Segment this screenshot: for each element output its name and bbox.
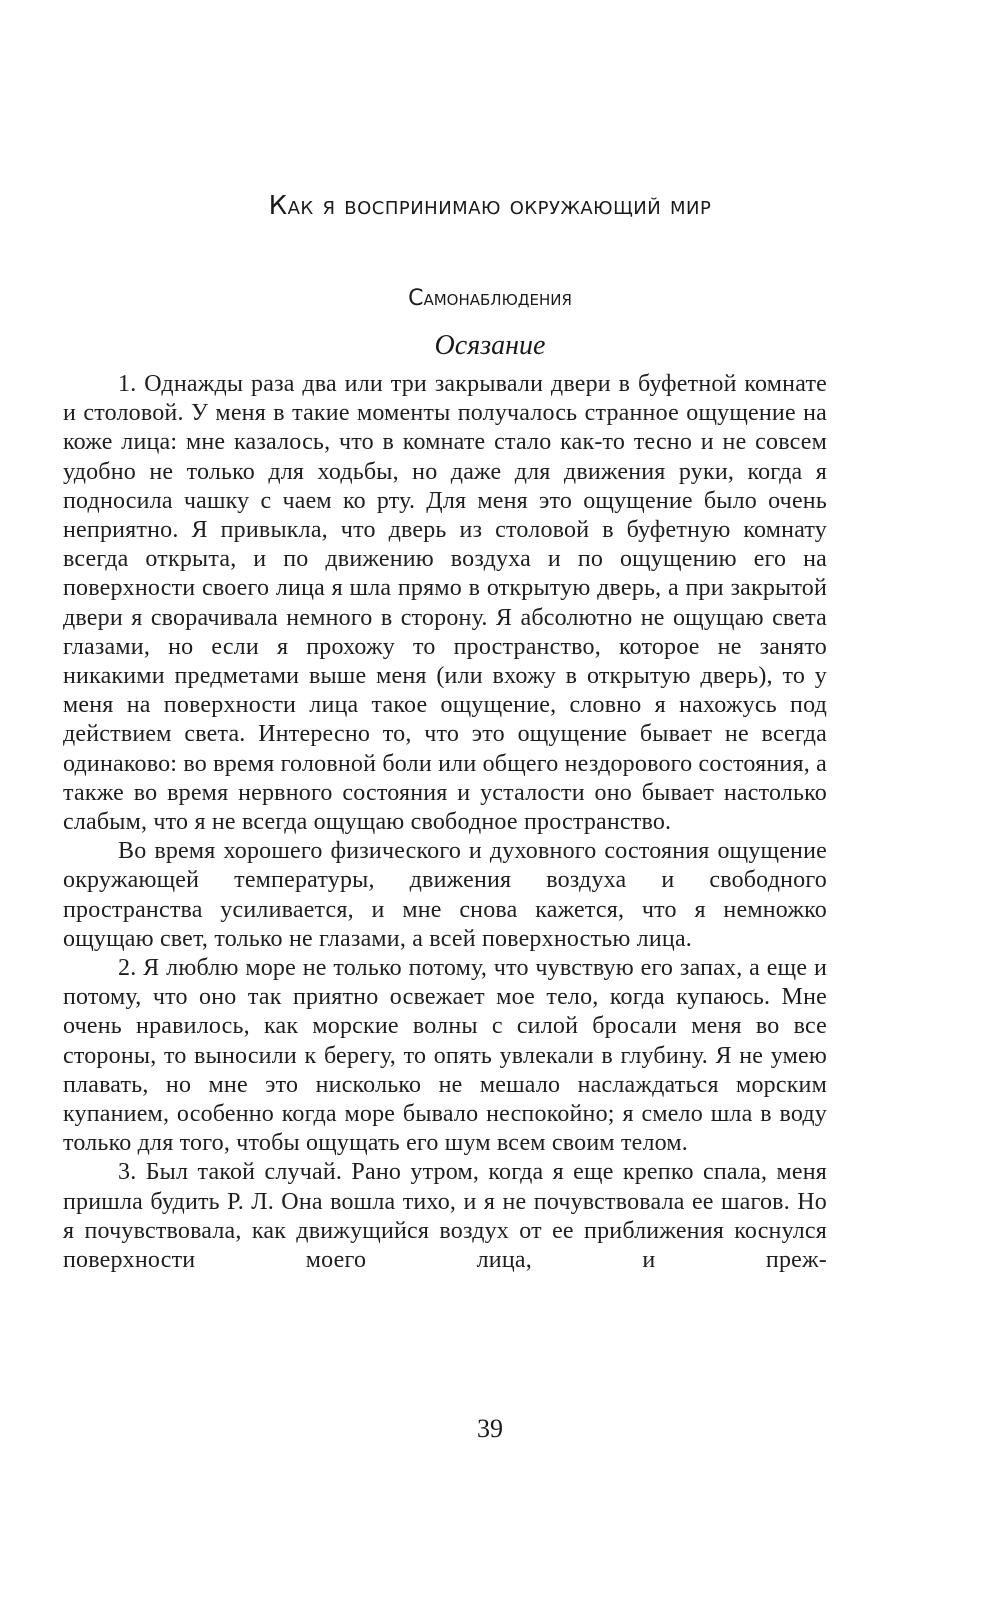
paragraph-4: 3. Был такой случай. Рано утром, когда я еще крепко спала, меня пришла будить Р. Л. Она вошла тихо, и я не почувствовала ее шагов. Но я почувствовала, как движущийся воздух от ее приближения коснулся поверхности моего лица, и преж-	[63, 1159, 827, 1274]
paragraph-3: 2. Я люблю море не только потому, что чувствую его запах, а еще и потому, что оно так приятно освежает мое тело, когда купаюсь. Мне очень нравилось, как морские волны с силой бросали меня во все стороны, то выносили к берегу, то опять увлекали в глубину. Я не умею плавать, но мне это нисколько не мешало наслаждаться морским купанием, особенно когда море бывало неспокойно; я смело шла в воду только для того, чтобы ощущать его шум всем своим телом.	[63, 955, 827, 1157]
subsection-title: Осязание	[434, 330, 546, 361]
body-text	[63, 370, 827, 1275]
page-number: 39	[477, 1414, 503, 1443]
chapter-title: Как я воспринимаю окружающий мир	[268, 191, 712, 221]
paragraph-2: Во время хорошего физического и духовного состояния ощущение окружающей температуры, движения воздуха и свободного пространства усиливается, и мне снова кажется, что я немножко ощущаю свет, только не глазами, а всей поверхностью лица.	[63, 838, 827, 952]
paragraph-1: 1. Однажды раза два или три закрывали двери в буфетной комнате и столовой. У меня в такие моменты получалось странное ощущение на коже лица: мне казалось, что в комнате стало как-то тесно и не совсем удобно не только для ходьбы, но даже для движения руки, когда я подносила чашку с чаем ко рту. Для меня это ощущение было очень неприятно. Я привыкла, что дверь из столовой в буфетную комнату всегда открыта, и по движению воздуха и по ощущению его на поверхности своего лица я шла прямо в открытую дверь, а при закрытой двери я сворачивала немного в сторону. Я абсолютно не ощущаю света глазами, но если я прохожу то пространство, которое не занято никакими предметами выше меня (или вхожу в открытую дверь), то у меня на поверхности лица такое ощущение, словно я нахожусь под действием света. Интересно то, что это ощущение бывает не всегда одинаково: во время головной боли или общего нездорового состояния, а также во время нервного состояния и усталости оно бывает настолько слабым, что я не всегда ощущаю свободное пространство.	[63, 371, 827, 836]
section-title: Самонаблюдения	[408, 286, 572, 311]
